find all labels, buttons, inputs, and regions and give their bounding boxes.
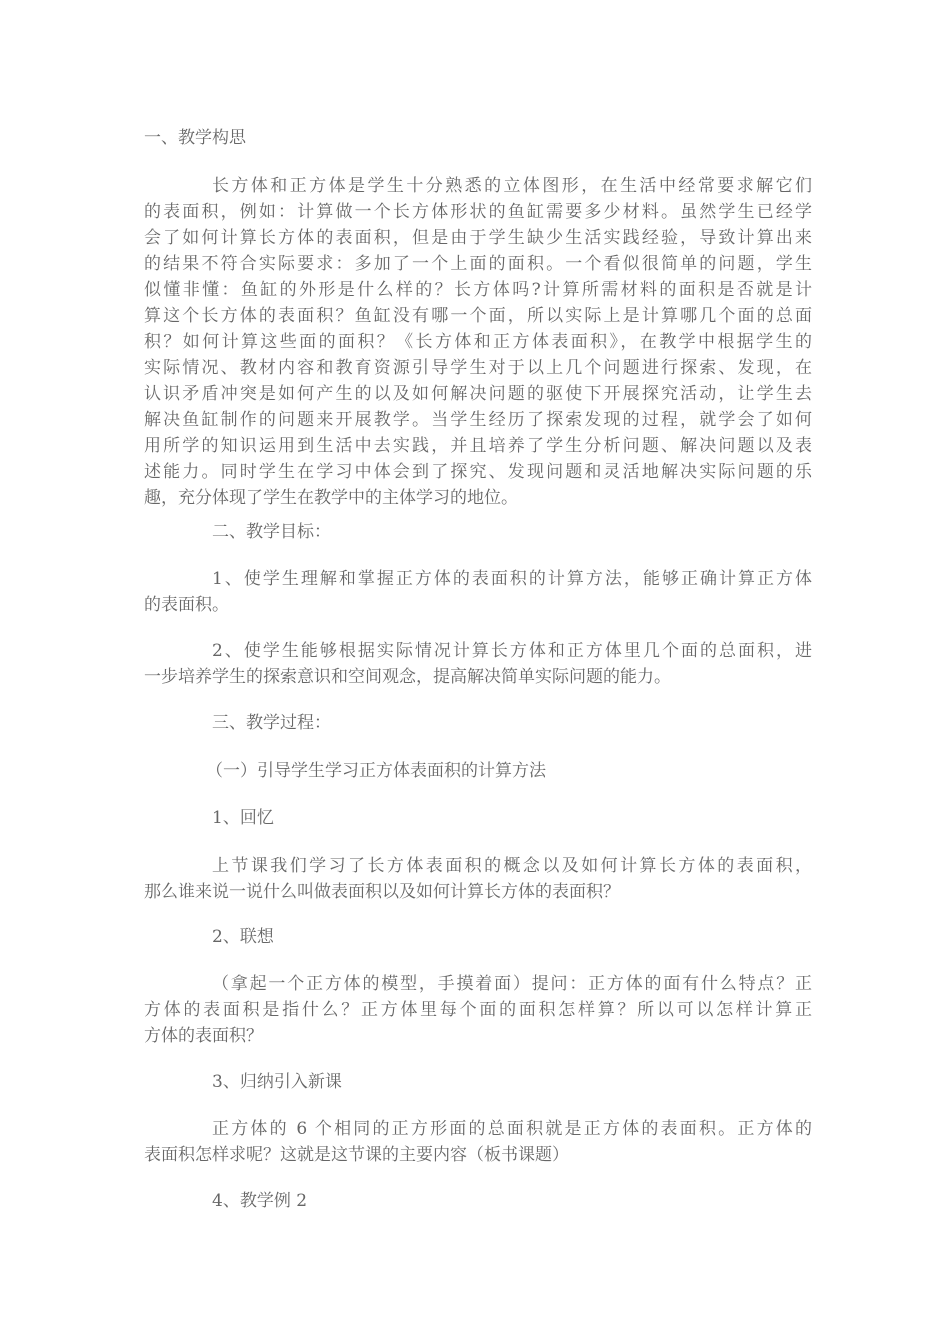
text-line: 会了如何计算长方体的表面积，但是由于学生缺少生活实践经验，导致计算出来 (144, 228, 812, 248)
text-line: 表面积怎样求呢？这就是这节课的主要内容（板书课题） (144, 1145, 569, 1165)
text-line: 上节课我们学习了长方体表面积的概念以及如何计算长方体的表面积， (212, 856, 812, 876)
text-line: 积？如何计算这些面的面积？《长方体和正方体表面积》，在教学中根据学生的 (144, 332, 812, 352)
step-summary-heading: 3、归纳引入新课 (212, 1072, 342, 1092)
text-line: 方体的表面积是指什么？正方体里每个面的面积怎样算？所以可以怎样计算正 (144, 1000, 812, 1020)
text-line: 趣，充分体现了学生在教学中的主体学习的地位。 (144, 488, 518, 508)
text-line: 方体的表面积？ (144, 1026, 263, 1046)
text-line: 的结果不符合实际要求：多加了一个上面的面积。一个看似很简单的问题，学生 (144, 254, 812, 274)
heading-teaching-concept: 一、教学构思 (144, 128, 246, 148)
text-line: 的表面积，例如：计算做一个长方体形状的鱼缸需要多少材料。虽然学生已经学 (144, 202, 812, 222)
heading-teaching-goals: 二、教学目标： (212, 522, 331, 542)
text-line: 认识矛盾冲突是如何产生的以及如何解决问题的驱使下开展探究活动，让学生去 (144, 384, 812, 404)
text-line: 长方体和正方体是学生十分熟悉的立体图形，在生活中经常要求解它们 (212, 176, 812, 196)
text-line: 实际情况、教材内容和教育资源引导学生对于以上几个问题进行探索、发现，在 (144, 358, 812, 378)
subheading-cube-surface-area: （一）引导学生学习正方体表面积的计算方法 (206, 761, 546, 781)
text-line: 算这个长方体的表面积？鱼缸没有哪一个面，所以实际上是计算哪几个面的总面 (144, 306, 812, 326)
text-line: 1、使学生理解和掌握正方体的表面积的计算方法，能够正确计算正方体 (212, 569, 812, 589)
text-line: 用所学的知识运用到生活中去实践，并且培养了学生分析问题、解决问题以及表 (144, 436, 812, 456)
text-line: 正方体的 6 个相同的正方形面的总面积就是正方体的表面积。正方体的 (212, 1119, 812, 1139)
step-recall-heading: 1、回忆 (212, 808, 274, 828)
step-example-heading: 4、教学例 2 (212, 1191, 308, 1211)
text-line: （拿起一个正方体的模型，手摸着面）提问：正方体的面有什么特点？正 (212, 974, 812, 994)
text-line: 似懂非懂：鱼缸的外形是什么样的？长方体吗?计算所需材料的面积是否就是计 (144, 280, 812, 300)
step-association-heading: 2、联想 (212, 927, 274, 947)
text-line: 一步培养学生的探索意识和空间观念，提高解决简单实际问题的能力。 (144, 667, 671, 687)
text-line: 解决鱼缸制作的问题来开展教学。当学生经历了探索发现的过程，就学会了如何 (144, 410, 812, 430)
heading-teaching-process: 三、教学过程： (212, 713, 331, 733)
text-line: 那么谁来说一说什么叫做表面积以及如何计算长方体的表面积？ (144, 882, 620, 902)
text-line: 的表面积。 (144, 595, 229, 615)
text-line: 述能力。同时学生在学习中体会到了探究、发现问题和灵活地解决实际问题的乐 (144, 462, 812, 482)
text-line: 2、使学生能够根据实际情况计算长方体和正方体里几个面的总面积，进 (212, 641, 812, 661)
